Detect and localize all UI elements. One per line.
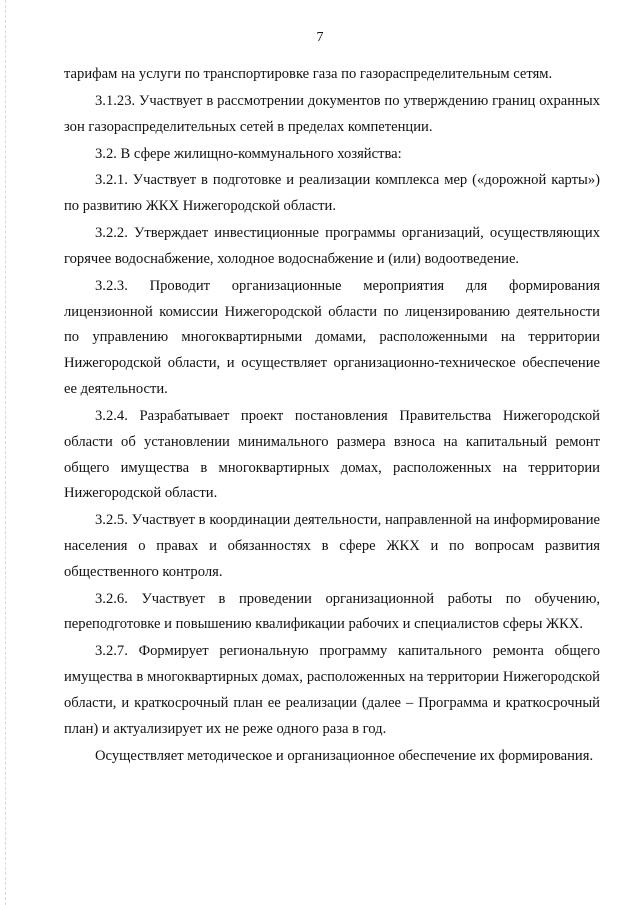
paragraph-3-1-23: 3.1.23. Участвует в рассмотрении документов по утверждению границ охранных зон газораспределительных сетей в пределах компетенции. <box>64 92 600 135</box>
page-number: 7 <box>316 30 324 45</box>
paragraph-continuation: тарифам на услуги по транспортировке газа по газораспределительным сетям. <box>64 66 553 82</box>
paragraph-3-2-6: 3.2.6. Участвует в проведении организационной работы по обучению, переподготовке и повышению квалификации рабочих и специалистов сферы ЖКХ. <box>64 590 600 633</box>
paragraph-3-2-7: 3.2.7. Формирует региональную программу капитального ремонта общего имущества в многоквартирных домах, расположенных на территории Нижегородской области, и краткосрочный план ее реализации (далее – Программа и краткосрочный план) и актуализирует их не реже одного раза в год. <box>64 643 600 737</box>
paragraph-3-2-2: 3.2.2. Утверждает инвестиционные программы организаций, осуществляющих горячее водоснабжение, холодное водоснабжение и (или) водоотведение. <box>64 225 600 267</box>
paragraph-methodical-support: Осуществляет методическое и организационное обеспечение их формирования. <box>95 747 594 764</box>
document-body <box>64 62 600 771</box>
paragraph-3-2-3: 3.2.3. Проводит организационные мероприятия для формирования лицензионной комиссии Нижегородской области по лицензированию деятельности по управлению многоквартирными домами, расположенными на территории Нижегородской области, и осуществляет организационно-техническое обеспечение ее деятельности. <box>64 277 600 398</box>
paragraph-3-2: 3.2. В сфере жилищно-коммунального хозяйства: <box>95 145 402 162</box>
paragraph-3-2-1: 3.2.1. Участвует в подготовке и реализации комплекса мер («дорожной карты») по развитию ЖКХ Нижегородской области. <box>64 172 600 215</box>
paragraph-3-2-4: 3.2.4. Разрабатывает проект постановления Правительства Нижегородской области об установлении минимального размера взноса на капитальный ремонт общего имущества в многоквартирных домах, расположенных на территории Нижегородской области. <box>64 407 600 502</box>
paragraph-3-2-5: 3.2.5. Участвует в координации деятельности, направленной на информирование населения о правах и обязанностях в сфере ЖКХ и по вопросам развития общественного контроля. <box>64 512 600 580</box>
scan-edge-line <box>5 0 6 905</box>
